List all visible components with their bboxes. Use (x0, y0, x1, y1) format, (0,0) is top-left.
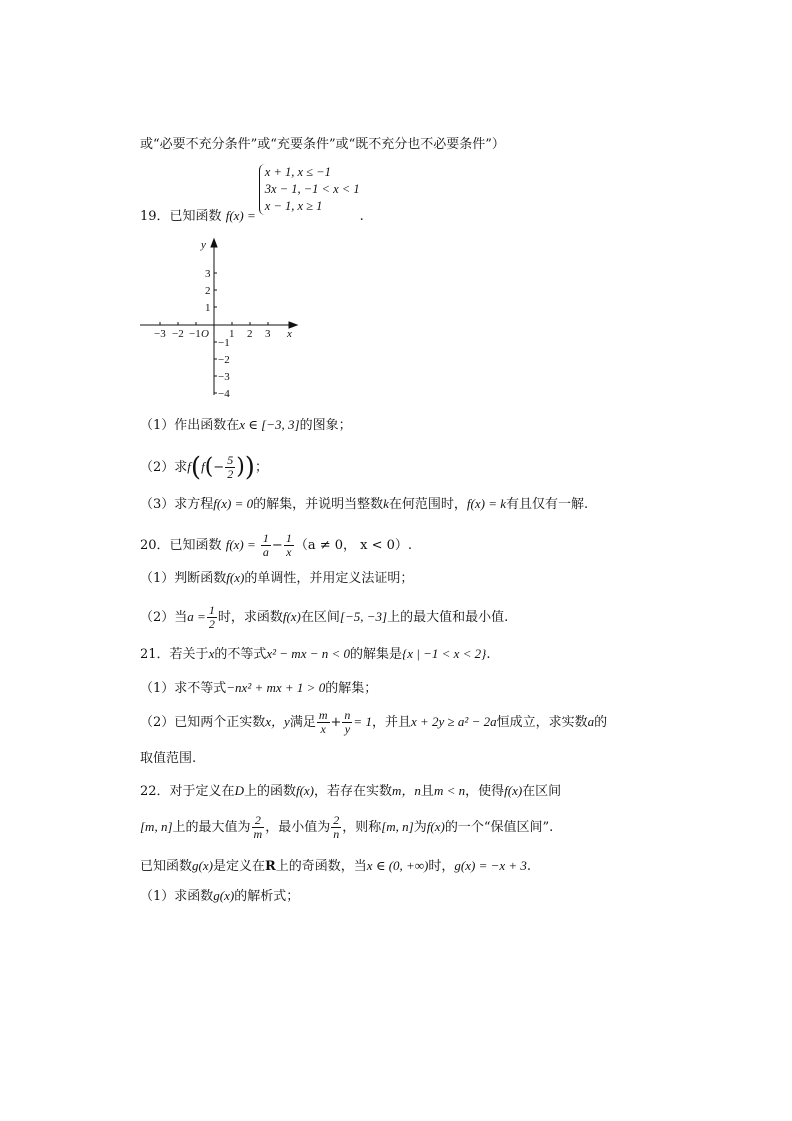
q22-l2-f: f(x) (426, 819, 445, 834)
q20-frac-1: $\frac{1}{a}$ (262, 531, 269, 559)
q20-p2-text-2: 时，求函数 (217, 610, 283, 625)
q19-p3-math-2: f(x) = k (466, 496, 506, 511)
q21-text-1: 若关于 (169, 647, 209, 662)
q21-part-2 (140, 707, 607, 738)
q22-l2-t5: 的一个“保值区间”. (444, 820, 554, 835)
q19-p2-minus: − (213, 460, 225, 475)
q22-number: 22． (140, 784, 170, 799)
q20-minus: − (271, 538, 283, 553)
q21-x: x (208, 646, 215, 661)
q22-l3-g: g(x) (192, 858, 213, 873)
q21-solution-set: {x | −1 < x < 2} (402, 646, 487, 661)
q22-l1-t5: ，使得 (465, 784, 505, 799)
y-tick-label-neg2: −2 (218, 354, 230, 366)
q19-piecewise (259, 164, 360, 215)
q20-p2-text-4: 上的最大值和最小值. (387, 610, 509, 625)
q22-line-2 (140, 812, 553, 843)
q22-l1-t6: 在区间 (522, 784, 562, 799)
x-tick-label-neg3: −3 (154, 328, 166, 340)
q18-tail: 或“必要不充分条件”或“充要条件”或“既不充分也不必要条件”） (140, 137, 505, 152)
q20-frac-2: $\frac{1}{x}$ (285, 531, 292, 559)
q20-p2-a: a = (187, 609, 206, 624)
q19-p3-text-2: 的解集，并说明当整数 (253, 497, 384, 512)
q22-l2-interval: [m, n] (140, 819, 173, 834)
q22-l1-t2: 上的函数 (243, 784, 296, 799)
q22-l3-gx: g(x) = −x + 3 (454, 858, 527, 873)
q22-line-3 (140, 857, 531, 876)
q20-p2-text-1: （2）当 (140, 610, 188, 625)
y-tick-label-2: 2 (205, 285, 211, 297)
q22-l3-t1: 已知函数 (140, 859, 193, 874)
q19-p2-text: （2）求 (140, 460, 188, 475)
q21-p2-text-2: 满足 (289, 715, 316, 730)
q21-text-2: 的不等式 (214, 647, 267, 662)
q19-piece-1: x + 1, x ≤ −1 (264, 165, 331, 179)
q21-p2-frac-m: $\frac{m}{x}$ (318, 708, 328, 736)
q21-part-1 (140, 679, 377, 698)
q19-intro: 已知函数 (169, 209, 222, 224)
q19-piece-3: x − 1, x ≥ 1 (264, 199, 323, 213)
q19-p3-text-1: （3）求方程 (140, 497, 214, 512)
y-tick-label-3: 3 (205, 268, 211, 280)
q22-l1-D: D (234, 783, 244, 798)
q22-l2-t2: ，最小值为 (265, 820, 331, 835)
q22-l3-R: R (264, 859, 276, 874)
q20-number: 20． (140, 538, 170, 553)
q21-number: 21． (140, 647, 170, 662)
q22-p1-t2: 的解析式； (234, 889, 300, 904)
q21-part-2-tail: 取值范围. (140, 751, 197, 766)
q22-l1-mn: m，n (392, 783, 421, 798)
q20-part-1 (140, 569, 413, 588)
q22-p1-g: g(x) (213, 888, 235, 903)
q21-p2-inequality: x + 2y ≥ a² − 2a (410, 714, 497, 729)
q19-p3-text-4: 有且仅有一解. (506, 497, 589, 512)
q22-l2-frac-max: $\frac{2}{m}$ (253, 813, 263, 841)
q22-l3-t3: 上的奇函数，当 (275, 859, 367, 874)
q19-p1-text-end: 的图象； (299, 418, 352, 433)
q21-p2-text-1: （2）已知两个正实数 (140, 715, 266, 730)
q19-piece-2: 3x − 1, −1 < x < 1 (264, 182, 360, 196)
q21-p2-a: a (587, 714, 595, 729)
x-tick-label-1: 1 (229, 328, 235, 340)
x-axis-label: x (287, 328, 292, 340)
q22-l2-t4: 为 (413, 820, 427, 835)
q19-p3-k: k (383, 496, 389, 511)
q19-p2-fraction: $\frac{5}{2}$ (227, 453, 234, 481)
q20-p2-interval: [−5, −3] (339, 609, 388, 624)
q22-p1-t1: （1）求函数 (140, 889, 214, 904)
q20-p1-text-1: （1）判断函数 (140, 571, 227, 586)
q21-text-3: 的解集是 (350, 647, 403, 662)
q19-end: . (359, 209, 364, 224)
q19-coordinate-graph (135, 235, 305, 400)
q22-l1-t4: 且 (420, 784, 434, 799)
q19-part-2: （2）求f(f(− $\frac{5}{2}$ ))； (140, 452, 268, 483)
x-tick-label-neg1: −1 (189, 328, 201, 340)
q20-statement (140, 530, 412, 561)
q20-p1-math: f(x) (226, 570, 245, 585)
q22-l1-f: f(x) (295, 783, 315, 798)
y-axis-label: y (201, 239, 206, 251)
q22-l3-t4: 时， (428, 859, 455, 874)
q20-p2-fraction: $\frac{1}{2}$ (208, 603, 215, 631)
q20-condition: （a ≠ 0， x < 0）. (294, 538, 413, 553)
q21-p2-plus: + (330, 715, 342, 730)
y-tick-label-neg4: −4 (218, 388, 230, 400)
q21-statement (140, 645, 491, 664)
q21-inequality: x² − mx − n < 0 (266, 646, 351, 661)
q19-p1-math: x ∈ [−3, 3] (239, 417, 300, 432)
q20-p1-text-2: 的单调性，并用定义法证明； (244, 571, 414, 586)
q22-l1-t3: ，若存在实数 (314, 784, 393, 799)
q22-l2-t3: ，则称 (342, 820, 382, 835)
q21-end: . (486, 647, 491, 662)
q20-function-name: f(x) = (225, 537, 256, 552)
q22-l2-interval-2: [m, n] (381, 819, 414, 834)
q22-line-1 (140, 782, 561, 801)
q21-p2-text-3: ，并且 (371, 715, 411, 730)
q21-p2-text-4: 恒成立，求实数 (496, 715, 588, 730)
origin-label: O (201, 328, 209, 340)
q19-part-1 (140, 416, 352, 435)
q22-l2-frac-min: $\frac{2}{n}$ (333, 813, 340, 841)
q21-p2-vars: x，y (265, 714, 290, 729)
x-tick-label-neg2: −2 (172, 328, 184, 340)
q22-l2-t1: 上的最大值为 (172, 820, 251, 835)
q22-l3-end: . (526, 859, 532, 874)
q22-l1-t1: 对于定义在 (169, 784, 235, 799)
y-axis-arrow (211, 239, 217, 247)
q20-intro: 已知函数 (169, 538, 222, 553)
q22-l3-domain: x ∈ (0, +∞) (366, 858, 429, 873)
y-tick-label-neg1: −1 (218, 337, 230, 349)
q19-number: 19． (140, 209, 170, 224)
q19-p1-text: （1）作出函数在 (140, 418, 240, 433)
q19-function-name: f(x) = (225, 208, 256, 223)
q19-part-3 (140, 495, 588, 514)
q19-p3-text-3: 在何范围时， (388, 497, 467, 512)
q20-p2-f: f(x) (282, 609, 301, 624)
x-tick-label-3: 3 (265, 328, 271, 340)
q22-l3-t2: 是定义在 (212, 859, 265, 874)
q19-statement (140, 165, 364, 224)
q19-p2-f-inner: f (201, 459, 205, 474)
x-tick-label-2: 2 (247, 328, 253, 340)
q19-p2-f-outer: f (187, 459, 191, 474)
q22-l1-f2: f(x) (504, 783, 523, 798)
q21-p2-eq: = 1 (353, 714, 372, 729)
q21-p1-text-1: （1）求不等式 (140, 681, 227, 696)
q20-part-2 (140, 602, 508, 633)
q19-p2-end: ； (254, 460, 268, 475)
q21-p2-frac-n: $\frac{n}{y}$ (344, 708, 351, 736)
y-tick-label-1: 1 (205, 302, 211, 314)
q22-l1-m-lt-n: m < n (433, 783, 466, 798)
q21-p1-text-2: 的解集； (325, 681, 378, 696)
q19-p3-math-1: f(x) = 0 (213, 496, 254, 511)
q21-p1-math: −nx² + mx + 1 > 0 (226, 680, 326, 695)
q22-part-1 (140, 887, 299, 906)
q21-p2-text-5: 的 (594, 715, 608, 730)
q20-p2-text-3: 在区间 (300, 610, 340, 625)
y-tick-label-neg3: −3 (218, 371, 230, 383)
